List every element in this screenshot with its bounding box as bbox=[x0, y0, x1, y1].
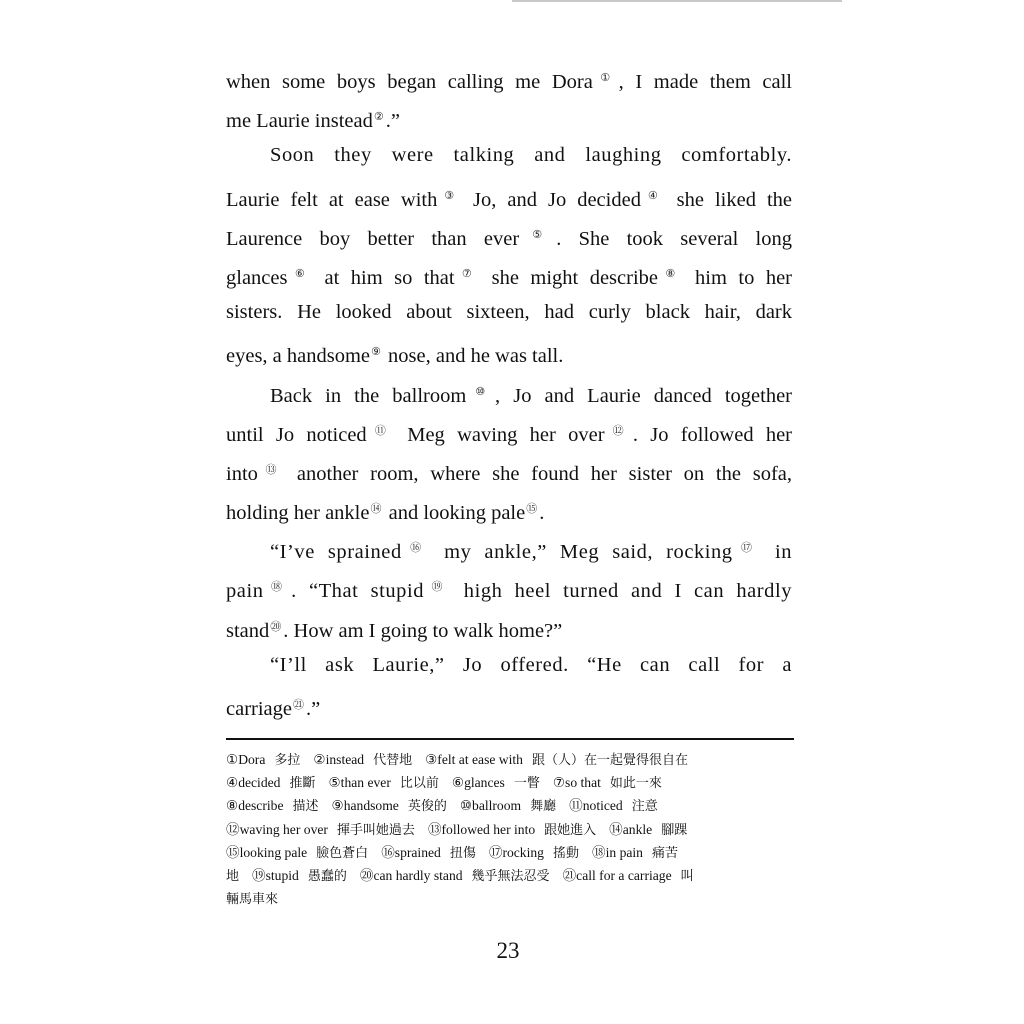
footnote-marker: ⑳ bbox=[270, 619, 282, 633]
footnote-marker: ⑪ bbox=[367, 423, 393, 437]
glossary-term: looking pale bbox=[239, 844, 308, 860]
glossary-number: ⑨ bbox=[331, 798, 344, 814]
glossary-entry bbox=[332, 798, 460, 813]
text-run: Laurence boy better than ever bbox=[226, 227, 520, 250]
footnote-marker: ⑬ bbox=[258, 462, 284, 476]
glossary-translation: 一瞥 bbox=[513, 776, 540, 792]
text-run: Jo, and Jo decided bbox=[462, 188, 641, 211]
glossary-translation: 比以前 bbox=[399, 776, 439, 792]
glossary-translation: 多拉 bbox=[274, 753, 301, 768]
text-run: “I’ve sprained bbox=[270, 541, 402, 564]
glossary-entry bbox=[226, 868, 252, 883]
text-line bbox=[226, 293, 792, 332]
text-line bbox=[226, 176, 792, 215]
glossary-entry bbox=[460, 798, 569, 813]
text-run: until Jo noticed bbox=[226, 423, 367, 446]
glossary-entry bbox=[569, 798, 671, 813]
glossary-line bbox=[226, 864, 798, 887]
glossary-term: glances bbox=[464, 775, 505, 791]
glossary-term: can hardly stand bbox=[373, 867, 463, 883]
paragraph bbox=[226, 136, 792, 371]
glossary-number: ③ bbox=[425, 752, 438, 767]
story-text bbox=[226, 58, 792, 724]
text-run: Meg waving her over bbox=[394, 423, 605, 446]
text-run: my ankle,” Meg said, rocking bbox=[431, 541, 733, 564]
text-run: . How am I going to walk home?” bbox=[283, 619, 563, 642]
glossary-entry bbox=[313, 752, 425, 767]
glossary-line bbox=[226, 771, 798, 794]
text-line bbox=[226, 450, 792, 489]
text-run: Soon they were talking and laughing comfortably. bbox=[270, 144, 792, 167]
text-run: high heel turned and I can hardly bbox=[451, 580, 792, 603]
text-line bbox=[226, 528, 792, 567]
glossary-entry bbox=[553, 775, 675, 790]
glossary-term: than ever bbox=[340, 775, 391, 791]
footnote-marker: ㉑ bbox=[293, 698, 304, 711]
glossary-translation: 地 bbox=[226, 868, 240, 884]
glossary-number: ⑥ bbox=[451, 775, 465, 791]
text-line bbox=[226, 372, 792, 411]
glossary-number: ⑱ bbox=[592, 844, 606, 860]
text-run: another room, where she found her sister on the sofa, bbox=[285, 462, 793, 485]
vocabulary-glossary bbox=[226, 748, 798, 910]
glossary-entry bbox=[226, 845, 381, 860]
glossary-entry bbox=[252, 868, 360, 883]
glossary-entry bbox=[489, 845, 592, 860]
paragraph bbox=[226, 58, 792, 136]
glossary-term: decided bbox=[238, 775, 281, 791]
glossary-number: ⑰ bbox=[488, 844, 503, 860]
glossary-term: stupid bbox=[265, 867, 299, 883]
glossary-term: rocking bbox=[502, 844, 544, 860]
glossary-number: ⑧ bbox=[226, 798, 239, 814]
footnote-marker: ⑭ bbox=[370, 502, 382, 516]
glossary-translation: 叫 bbox=[680, 868, 694, 884]
text-run: . bbox=[539, 502, 545, 525]
glossary-entry bbox=[226, 822, 428, 837]
glossary-entry bbox=[592, 845, 691, 860]
glossary-number: ⑦ bbox=[552, 775, 566, 791]
footnote-marker: ⑮ bbox=[526, 502, 538, 516]
text-line bbox=[226, 567, 792, 606]
glossary-number: ⑫ bbox=[226, 821, 240, 837]
footnote-marker: ⑨ bbox=[371, 345, 381, 359]
glossary-line bbox=[226, 794, 798, 817]
footnote-marker: ④ bbox=[641, 188, 664, 202]
glossary-number: ⑮ bbox=[226, 844, 240, 860]
glossary-entry bbox=[226, 752, 313, 767]
text-run: she might describe bbox=[480, 266, 659, 289]
glossary-term: noticed bbox=[582, 798, 623, 814]
glossary-term: in pain bbox=[605, 844, 643, 860]
text-run: Laurie felt at ease with bbox=[226, 188, 438, 211]
glossary-translation: 舞廳 bbox=[530, 799, 557, 815]
text-line bbox=[226, 411, 792, 450]
glossary-term: sprained bbox=[394, 844, 441, 860]
glossary-term: so that bbox=[565, 775, 601, 791]
glossary-line bbox=[226, 887, 798, 910]
glossary-translation: 描述 bbox=[292, 799, 319, 815]
text-run: , Jo and Laurie danced together bbox=[495, 384, 792, 407]
text-run: carriage bbox=[226, 698, 292, 720]
glossary-translation: 幾乎無法忍受 bbox=[471, 868, 550, 884]
glossary-translation: 臉色蒼白 bbox=[316, 845, 369, 861]
glossary-translation: 跟她進入 bbox=[544, 822, 597, 838]
glossary-translation: 愚蠢的 bbox=[307, 868, 347, 884]
text-run: , I made them call bbox=[618, 71, 792, 93]
text-line bbox=[226, 607, 792, 646]
page-number: 23 bbox=[496, 938, 520, 963]
glossary-entry bbox=[425, 752, 701, 767]
glossary-number: ⑲ bbox=[252, 867, 266, 883]
glossary-line bbox=[226, 818, 798, 841]
glossary-number: ⑭ bbox=[609, 821, 623, 837]
text-run: me Laurie instead bbox=[226, 110, 373, 133]
glossary-entry bbox=[328, 775, 451, 790]
glossary-translation: 揮手叫她過去 bbox=[336, 822, 415, 838]
text-run: into bbox=[226, 462, 258, 485]
text-run: holding her ankle bbox=[226, 502, 370, 525]
glossary-term: describe bbox=[238, 798, 284, 814]
glossary-number: ⑬ bbox=[427, 821, 442, 837]
text-run: stand bbox=[226, 619, 270, 642]
glossary-line bbox=[226, 748, 798, 771]
glossary-entry bbox=[226, 891, 291, 906]
footnote-marker: ⑱ bbox=[264, 580, 290, 594]
footnote-marker: ② bbox=[373, 110, 384, 124]
text-run: eyes, a handsome bbox=[226, 345, 371, 368]
glossary-translation: 扭傷 bbox=[449, 845, 476, 861]
glossary-entry bbox=[609, 822, 700, 837]
glossary-number: ⑪ bbox=[569, 798, 583, 814]
glossary-number: ④ bbox=[226, 775, 239, 791]
text-run: Back in the ballroom bbox=[270, 384, 467, 407]
text-run: glances bbox=[226, 266, 288, 289]
top-edge-rule bbox=[512, 0, 842, 2]
glossary-term: felt at ease with bbox=[437, 752, 523, 767]
glossary-number: ㉑ bbox=[562, 867, 577, 883]
footnote-marker: ⑤ bbox=[520, 227, 555, 241]
glossary-translation: 輛馬車來 bbox=[226, 892, 279, 908]
glossary-entry bbox=[452, 775, 553, 790]
text-run: nose, and he was tall. bbox=[382, 345, 564, 368]
text-run: she liked the bbox=[665, 188, 792, 211]
glossary-term: handsome bbox=[343, 798, 399, 814]
text-line bbox=[226, 215, 792, 254]
glossary-divider bbox=[226, 738, 794, 740]
text-run: him to her bbox=[683, 266, 792, 289]
footnote-marker: ⑥ bbox=[288, 266, 312, 280]
glossary-number: ⑯ bbox=[381, 844, 395, 860]
glossary-number: ⑩ bbox=[459, 798, 473, 814]
glossary-entry bbox=[226, 798, 332, 813]
footnote-marker: ⑲ bbox=[425, 580, 450, 594]
text-run: when some boys began calling me Dora bbox=[226, 71, 593, 93]
footnote-marker: ⑰ bbox=[733, 541, 760, 555]
glossary-translation: 痛苦 bbox=[651, 845, 678, 861]
text-run: . “That stupid bbox=[291, 580, 424, 603]
glossary-entry bbox=[563, 868, 707, 883]
glossary-term: ballroom bbox=[472, 798, 522, 814]
glossary-term: ankle bbox=[622, 821, 653, 837]
glossary-line bbox=[226, 841, 798, 864]
text-run: .” bbox=[385, 110, 400, 133]
glossary-translation: 跟（人）在一起覺得很自在 bbox=[531, 753, 688, 768]
glossary-number: ① bbox=[226, 752, 239, 767]
text-line bbox=[226, 97, 792, 136]
glossary-term: followed her into bbox=[441, 821, 536, 837]
footnote-marker: ⑧ bbox=[659, 266, 682, 280]
glossary-translation: 搖動 bbox=[552, 845, 579, 861]
glossary-term: Dora bbox=[238, 752, 266, 767]
paragraph bbox=[226, 372, 792, 529]
text-run: in bbox=[761, 541, 793, 564]
footnote-marker: ⑯ bbox=[402, 541, 430, 555]
text-run: .” bbox=[306, 698, 321, 720]
text-run: sisters. He looked about sixteen, had curly black hair, dark bbox=[226, 301, 792, 324]
paragraph bbox=[226, 646, 792, 724]
text-run: at him so that bbox=[313, 266, 455, 289]
text-line bbox=[226, 136, 792, 175]
glossary-translation: 腳踝 bbox=[661, 822, 688, 838]
footnote-marker: ⑩ bbox=[467, 384, 494, 398]
footnote-marker: ① bbox=[593, 71, 617, 84]
text-run: pain bbox=[226, 580, 264, 603]
text-line bbox=[226, 332, 792, 371]
footnote-marker: ③ bbox=[438, 188, 460, 202]
text-run: and looking pale bbox=[383, 502, 526, 525]
text-run: . Jo followed her bbox=[632, 423, 793, 446]
text-line bbox=[226, 489, 792, 528]
glossary-term: instead bbox=[325, 752, 365, 767]
text-run: . She took several long bbox=[556, 227, 792, 250]
glossary-translation: 推斷 bbox=[289, 776, 316, 792]
glossary-number: ② bbox=[313, 752, 326, 767]
glossary-number: ⑳ bbox=[359, 867, 374, 883]
text-line bbox=[226, 254, 792, 293]
text-line bbox=[226, 646, 792, 685]
text-line bbox=[226, 685, 792, 724]
glossary-translation: 注意 bbox=[631, 799, 658, 815]
glossary-translation: 如此一來 bbox=[609, 776, 662, 792]
glossary-entry bbox=[381, 845, 489, 860]
glossary-number: ⑤ bbox=[328, 775, 341, 791]
glossary-entry bbox=[428, 822, 609, 837]
glossary-entry bbox=[360, 868, 563, 883]
paragraph bbox=[226, 528, 792, 646]
footnote-marker: ⑫ bbox=[605, 423, 631, 437]
glossary-translation: 代替地 bbox=[373, 753, 413, 768]
glossary-translation: 英俊的 bbox=[407, 799, 447, 815]
text-run: “I’ll ask Laurie,” Jo offered. “He can call for a bbox=[270, 653, 792, 676]
glossary-entry bbox=[226, 775, 328, 790]
text-line bbox=[226, 58, 792, 97]
glossary-term: call for a carriage bbox=[576, 867, 672, 883]
footnote-marker: ⑦ bbox=[455, 266, 479, 280]
glossary-term: waving her over bbox=[239, 821, 328, 837]
